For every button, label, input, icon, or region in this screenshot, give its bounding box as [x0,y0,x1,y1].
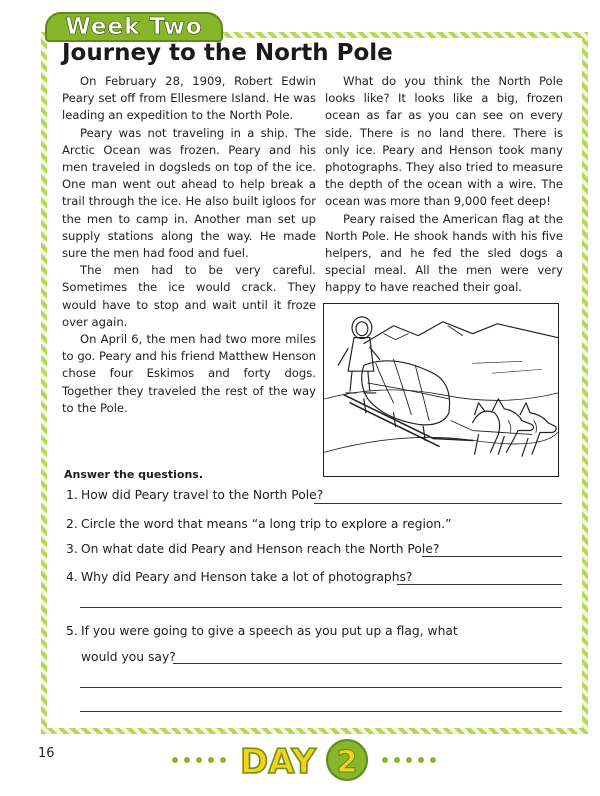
story-paragraph: Peary raised the American flag at the North Pole. He shook hands with his five helpers, and he fed the sled dogs a special meal. All the men were very happy to have reached their goal. [325,211,563,295]
week-tab: Week Two [45,12,223,42]
answer-line-5c[interactable] [80,711,562,712]
page-number: 16 [38,746,55,761]
day-number: 2 [336,745,358,780]
story-paragraph: On February 28, 1909, Robert Edwin Peary set off from Ellesmere Island. He was leading an expedition to the North Pole. [62,74,316,123]
question-text: How did Peary travel to the North Pole? [81,488,324,502]
page-title: Journey to the North Pole [62,40,393,66]
dot-row-right-icon [382,757,436,763]
story-column-left [62,73,316,417]
question-4 [66,570,412,584]
story-paragraph: What do you think the North Pole looks like? It looks like a big, frozen ocean as far as you can see on every side. There is no land there. There is only ice. Peary and Henson took many photographs. They also tried to measure the depth of the ocean with a wire. The ocean was more than 9,000 feet deep! [325,74,563,209]
day-badge [171,736,441,784]
question-number: 3. [66,542,78,556]
story-column-right [325,73,563,297]
question-number: 5. [66,624,78,638]
question-2 [66,517,452,531]
answer-line-3[interactable] [422,556,562,557]
questions-heading: Answer the questions. [64,468,204,481]
question-text: Circle the word that means “a long trip to explore a region.” [81,517,452,531]
dogsled-illustration [323,303,559,477]
question-text: would you say? [81,650,176,664]
question-text: If you were going to give a speech as you put up a flag, what [81,624,458,638]
story-paragraph: On April 6, the men had two more miles to go. Peary and his friend Matthew Henson chose four Eskimos and forty dogs. Together they traveled the rest of the way to the Pole. [62,332,316,415]
answer-line-5b[interactable] [80,687,562,688]
question-5 [66,624,458,638]
question-number: 4. [66,570,78,584]
dot-row-left-icon [172,757,226,763]
question-1 [66,488,323,502]
question-3 [66,542,439,556]
story-paragraph: The men had to be very careful. Sometimes the ice would crack. They would have to stop and wait until it froze over again. [62,263,316,329]
question-number: 2. [66,517,78,531]
question-text: On what date did Peary and Henson reach the North Pole? [81,542,440,556]
day-word: DAY [240,742,316,782]
answer-line-5[interactable] [173,663,562,664]
question-number: 1. [66,488,78,502]
question-text: Why did Peary and Henson take a lot of photographs? [81,570,413,584]
story-paragraph: Peary was not traveling in a ship. The Arctic Ocean was frozen. Peary and his men traveled in dogsleds on top of the ice. One man went out ahead to help break a trail through the ice. He also built igloos for the men to camp in. Another man set up supply stations along the way. He made sure the men had food and fuel. [62,125,316,261]
answer-line-4b[interactable] [80,607,562,608]
answer-line-1[interactable] [314,503,562,504]
answer-line-4[interactable] [397,584,562,585]
question-5-continued [81,650,176,664]
